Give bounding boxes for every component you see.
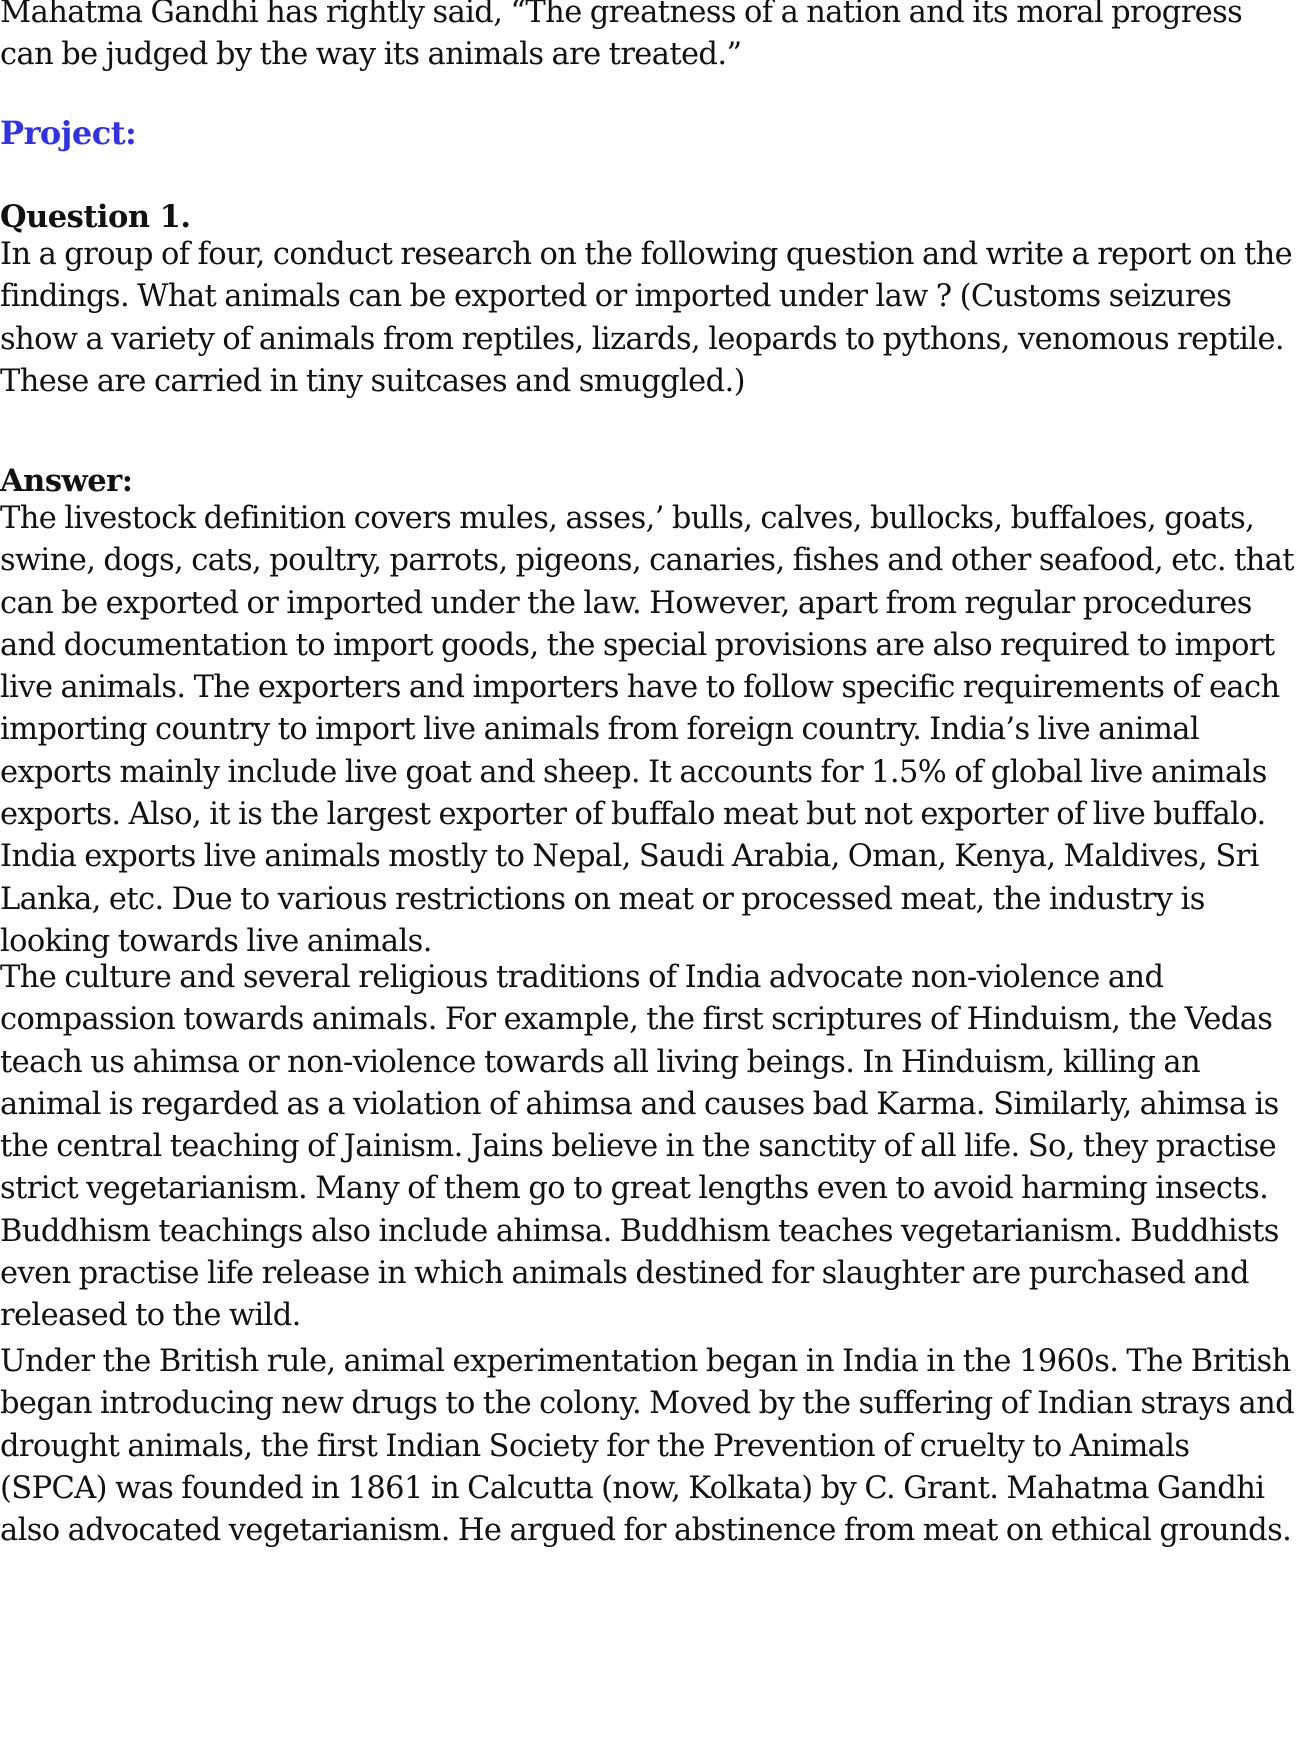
answer-paragraph-british-rule: Under the British rule, animal experimentation began in India in the 1960s. The British began introducing new drugs to the colony. Moved by the suffering of Indian strays and drought animals, the first Indian Society for the Prevention of cruelty to Animals (SPCA) was founded in 1861 in Calcutta (now, Kolkata) by C. Grant. Mahatma Gandhi also advocated vegetarianism. He argued for abstinence from meat on ethical grounds. (0, 1344, 1295, 1549)
project-heading: Project: (0, 114, 137, 152)
answer-paragraph-livestock: The livestock definition covers mules, asses,’ bulls, calves, bullocks, buffaloes, goats, swine, dogs, cats, poultry, parrots, pigeons, canaries, fishes and other seafood, etc. that can be exported or imported under the law. However, apart from regular procedures and documentation to import goods, the special provisions are also required to import live animals. The exporters and importers have to follow specific requirements of each importing country to import live animals from foreign country. India’s live animal exports mainly include live goat and sheep. It accounts for 1.5% of global live animals exports. Also, it is the largest exporter of buffalo meat but not exporter of live buffalo. India exports live animals mostly to Nepal, Saudi Arabia, Oman, Kenya, Maldives, Sri Lanka, etc. Due to various restrictions on meat or processed meat, the industry is looking towards live animals. (0, 501, 1294, 959)
answer-heading: Answer: (0, 463, 133, 499)
question-heading: Question 1. (0, 199, 191, 235)
gandhi-quote-paragraph: Mahatma Gandhi has rightly said, “The greatness of a nation and its moral progress can be judged by the way its animals are treated.” (0, 0, 1243, 73)
question-text: In a group of four, conduct research on the following question and write a report on the findings. What animals can be exported or imported under law ? (Customs seizures show a variety of animals from reptiles, lizards, leopards to pythons, venomous reptile. These are carried in tiny suitcases and smuggled.) (0, 237, 1293, 399)
answer-paragraph-religion: The culture and several religious traditions of India advocate non-violence and compassion towards animals. For example, the first scriptures of Hinduism, the Vedas teach us ahimsa or non-violence towards all living beings. In Hinduism, killing an animal is regarded as a violation of ahimsa and causes bad Karma. Similarly, ahimsa is the central teaching of Jainism. Jains believe in the sanctity of all life. So, they practise strict vegetarianism. Many of them go to great lengths even to avoid harming insects. Buddhism teachings also include ahimsa. Buddhism teaches vegetarianism. Buddhists even practise life release in which animals destined for slaughter are purchased and released to the wild. (0, 960, 1279, 1334)
